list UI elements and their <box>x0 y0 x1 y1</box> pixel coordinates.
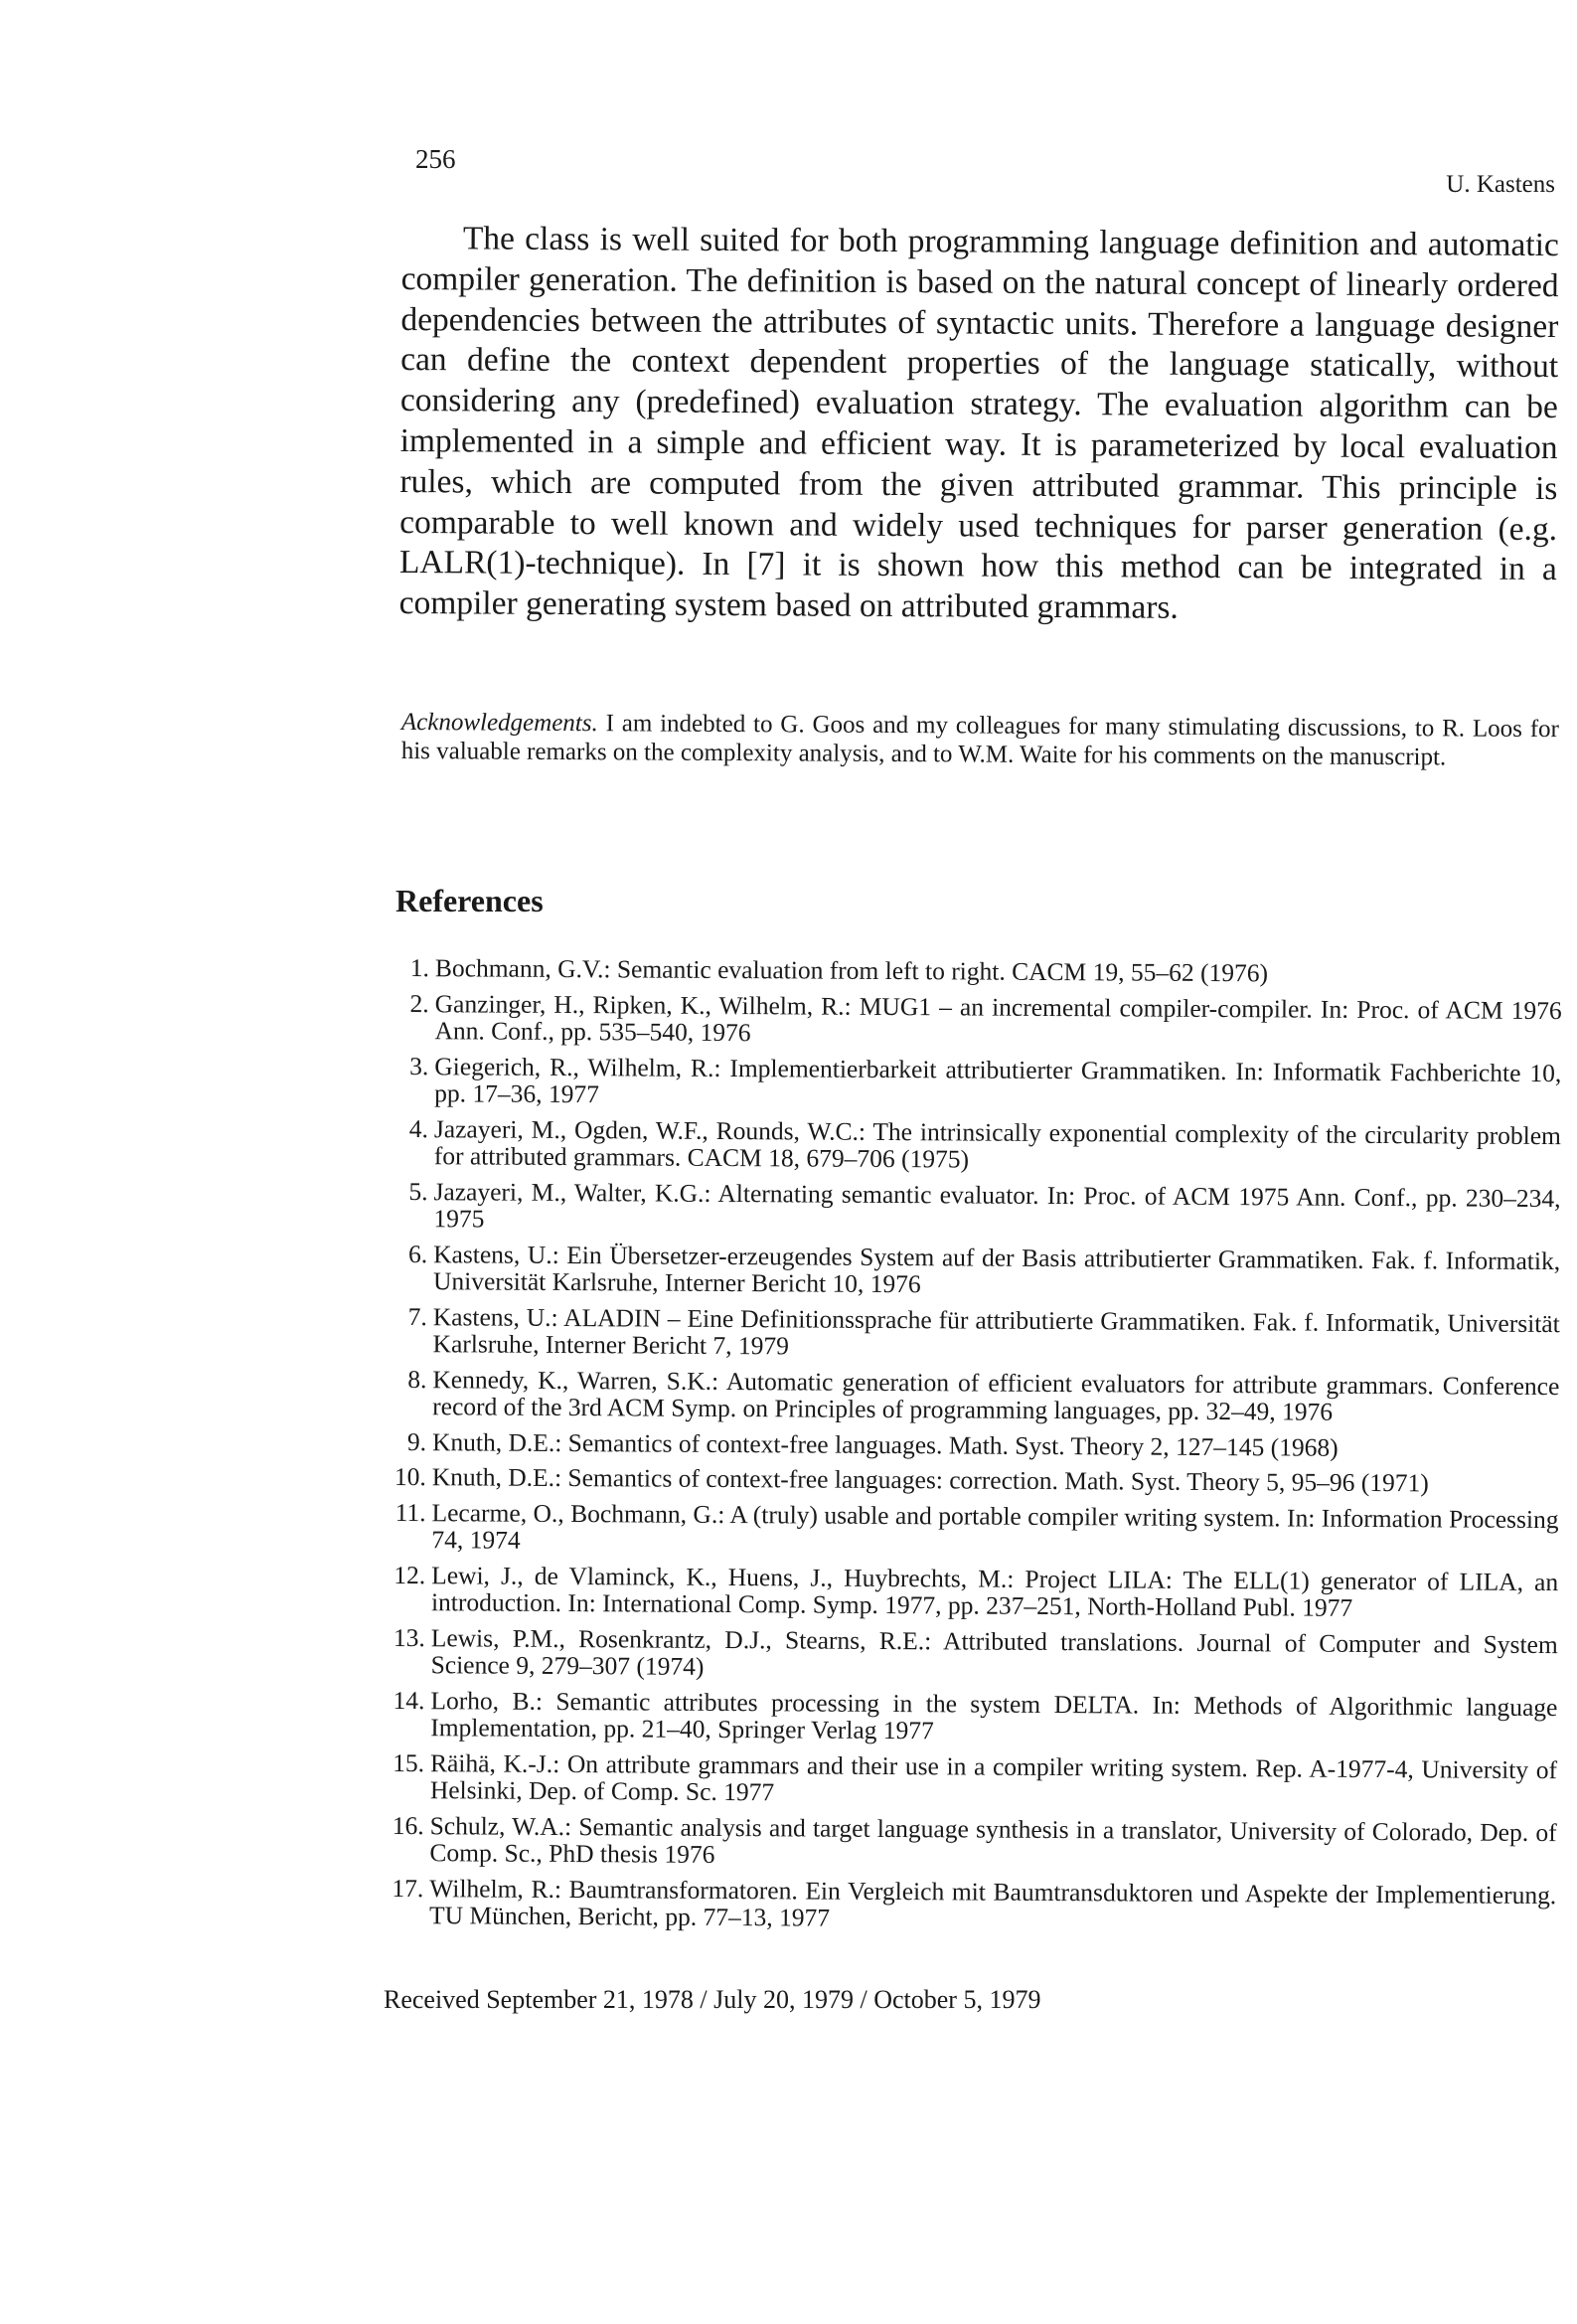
reference-number: 11. <box>394 1497 426 1527</box>
running-head-author: U. Kastens <box>1446 171 1555 198</box>
reference-number: 10. <box>394 1461 426 1492</box>
reference-number: 14. <box>393 1685 425 1715</box>
reference-text: Jazayeri, M., Walter, K.G.: Alternating semantic evaluator. In: Proc. of ACM 1975 Ann. Conf., pp. 230–234, 1975 <box>433 1176 1561 1234</box>
reference-text: Giegerich, R., Wilhelm, R.: Implementierbarkeit attributierter Grammatiken. In: Informatik Fachberichte 10, pp. 17–36, 1977 <box>434 1051 1562 1109</box>
reference-text: Lewi, J., de Vlaminck, K., Huens, J., Huybrechts, M.: Project LILA: The ELL(1) generator of LILA, an introduction. In: International Comp. Symp. 1977, pp. 237–251, North-Holland Publ. 1977 <box>430 1560 1559 1622</box>
reference-text: Schulz, W.A.: Semantic analysis and target language synthesis in a translator, University of Colorado, Dep. of Comp. Sc., PhD thesis 1976 <box>429 1810 1557 1869</box>
reference-number: 9. <box>406 1426 427 1456</box>
reference-text: Knuth, D.E.: Semantics of context-free languages. Math. Syst. Theory 2, 127–145 (1968) <box>431 1426 1339 1462</box>
reference-number: 2. <box>409 988 429 1018</box>
reference-item <box>394 1461 1559 1498</box>
reference-text: Bochmann, G.V.: Semantic evaluation from left to right. CACM 19, 55–62 (1976) <box>434 953 1269 988</box>
reference-number: 5. <box>408 1176 428 1206</box>
reference-text: Kastens, U.: ALADIN – Eine Definitionssprache für attributierte Grammatiken. Fak. f. Informatik, Universität Karlsruhe, Interner Bericht 7, 1979 <box>432 1301 1560 1361</box>
reference-number: 17. <box>392 1873 424 1903</box>
reference-text: Ganzinger, H., Ripken, K., Wilhelm, R.: MUG1 – an incremental compiler-compiler. In: Proc. of ACM 1976 Ann. Conf., pp. 535–540, 1976 <box>434 988 1562 1048</box>
references-heading: References <box>395 883 544 918</box>
reference-item <box>398 1365 1559 1426</box>
references-list <box>392 953 1562 1944</box>
reference-item <box>399 1177 1560 1239</box>
page-number: 256 <box>415 144 456 174</box>
received-dates: Received September 21, 1978 / July 20, 1979 / October 5, 1979 <box>384 1985 1041 2014</box>
acknowledgements-label: Acknowledgements. <box>400 709 598 738</box>
reference-text: Räihä, K.-J.: On attribute grammars and their use in a compiler writing system. Rep. A-1977-4, University of Helsinki, Dep. of Comp. Sc. 1977 <box>429 1747 1558 1807</box>
reference-text: Lorho, B.: Semantic attributes processing in the system DELTA. In: Methods of Algorithmic language Implementation, pp. 21–40, Springer Verlag 1977 <box>430 1685 1558 1745</box>
reference-text: Kastens, U.: Ein Übersetzer-erzeugendes System auf der Basis attributierter Grammatiken. Fak. f. Informatik, Universität Karlsruhe, Interner Bericht 10, 1976 <box>432 1239 1561 1299</box>
reference-number: 13. <box>393 1622 425 1652</box>
acknowledgements-text: I am indebted to G. Goos and my colleagues for many stimulating discussions, to R. Loos for his valuable remarks on the complexity analysis, and to W.M. Waite for his comments on the manuscript. <box>400 710 1559 771</box>
reference-item <box>394 1497 1559 1560</box>
reference-item <box>400 1052 1561 1113</box>
reference-number: 4. <box>408 1113 429 1143</box>
reference-text: Knuth, D.E.: Semantics of context-free languages: correction. Math. Syst. Theory 5, 95–96 (1971) <box>431 1462 1429 1498</box>
reference-item <box>399 1240 1560 1301</box>
reference-item <box>393 1747 1558 1810</box>
reference-item <box>394 1560 1559 1622</box>
reference-number: 12. <box>394 1560 426 1589</box>
reference-item <box>399 1302 1560 1364</box>
reference-item <box>392 1810 1557 1873</box>
reference-item <box>400 1114 1561 1176</box>
reference-number: 3. <box>409 1051 429 1080</box>
reference-text: Kennedy, K., Warren, S.K.: Automatic generation of efficient evaluators for attribute grammars. Conference record of the 3rd ACM Symp. on Principles of programming languages, pp. 32–49, 1976 <box>432 1364 1560 1426</box>
reference-item <box>392 1873 1557 1935</box>
reference-item <box>398 1427 1559 1462</box>
reference-number: 15. <box>393 1747 425 1777</box>
reference-number: 1. <box>409 953 430 983</box>
reference-text: Lewis, P.M., Rosenkrantz, D.J., Stearns, R.E.: Attributed translations. Journal of Computer and System Science 9, 279–307 (1974) <box>430 1622 1558 1681</box>
reference-item <box>400 989 1561 1051</box>
reference-text: Jazayeri, M., Ogden, W.F., Rounds, W.C.: The intrinsically exponential complexity of the circularity problem for attributed grammars. CACM 18, 679–706 (1975) <box>433 1113 1561 1174</box>
reference-number: 7. <box>407 1301 427 1331</box>
acknowledgements <box>401 708 1559 772</box>
body-paragraph: The class is well suited for both programming language definition and automatic compiler generation. The definition is based on the natural concept of linearly ordered dependencies between the attributes of syntactic units. Therefore a language designer can define the context dependent properties of the language statically, without considering any (predefined) evaluation strategy. The evaluation algorithm can be implemented in a simple and efficient way. It is parameterized by local evaluation rules, which are computed from the given attributed grammar. This principle is comparable to well known and widely used techniques for parser generation (e.g. LALR(1)-technique). In [7] it is shown how this method can be integrated in a compiler generating system based on attributed grammars. <box>398 220 1559 626</box>
reference-item <box>393 1685 1558 1747</box>
reference-number: 8. <box>407 1364 427 1394</box>
reference-number: 16. <box>392 1810 424 1840</box>
reference-number: 6. <box>407 1239 428 1268</box>
reference-text: Lecarme, O., Bochmann, G.: A (truly) usable and portable compiler writing system. In: Information Processing 74, 1974 <box>431 1497 1559 1555</box>
reference-item <box>393 1622 1558 1685</box>
reference-item <box>401 954 1562 989</box>
reference-text: Wilhelm, R.: Baumtransformatoren. Ein Vergleich mit Baumtransduktoren und Aspekte der Implementierung. TU München, Bericht, pp. 77–13, 1977 <box>429 1873 1557 1932</box>
